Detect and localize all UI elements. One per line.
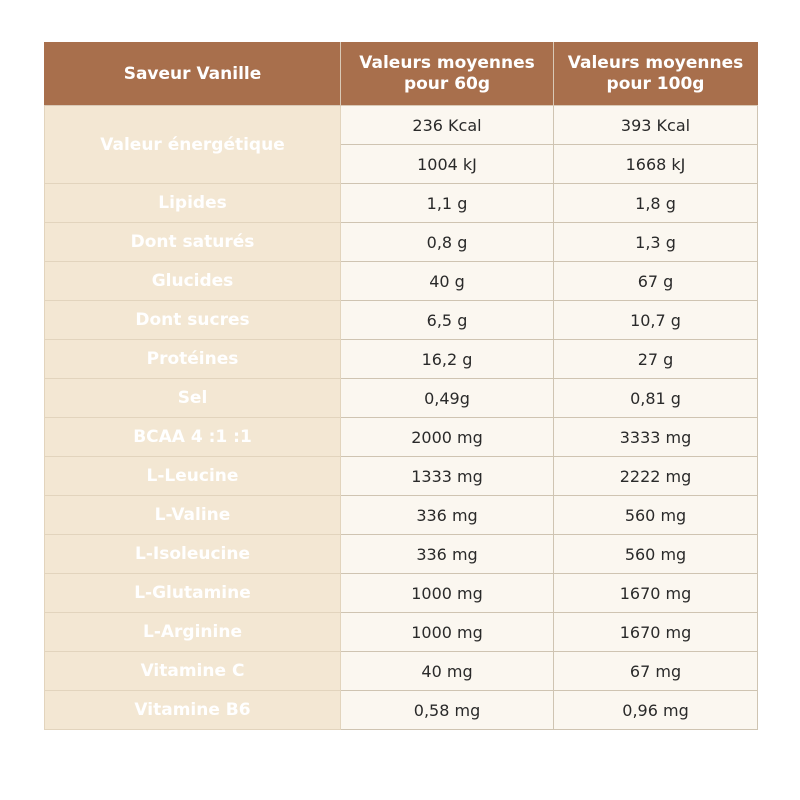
cell-value-60g: 336 mg [341,535,554,574]
table-row [45,535,758,574]
table-row [45,496,758,535]
row-label: Protéines [45,340,341,379]
cell-value-100g: 67 g [554,262,758,301]
nutrition-table [44,42,758,730]
table-row [45,184,758,223]
cell-value-100g: 1670 mg [554,613,758,652]
cell-value-60g: 0,8 g [341,223,554,262]
row-label: L-Glutamine [45,574,341,613]
row-label: Sel [45,379,341,418]
cell-value-60g: 1000 mg [341,574,554,613]
table-row [45,652,758,691]
cell-value-60g: 1000 mg [341,613,554,652]
header-per-100g: Valeurs moyennes pour 100g [554,43,758,106]
row-label: Dont sucres [45,301,341,340]
row-label: L-Valine [45,496,341,535]
row-label: Vitamine B6 [45,691,341,730]
cell-value-60g: 40 mg [341,652,554,691]
table-row-energy-kcal [45,106,758,145]
row-label: Dont saturés [45,223,341,262]
table-row [45,340,758,379]
row-label-energy: Valeur énergétique [45,106,341,184]
cell-value-100g: 1,8 g [554,184,758,223]
cell-value-100g: 1,3 g [554,223,758,262]
cell-value-60g: 336 mg [341,496,554,535]
nutrition-table-container [44,42,757,730]
header-per-60g: Valeurs moyennes pour 60g [341,43,554,106]
cell-value-100g: 560 mg [554,496,758,535]
cell-energy-kj-60g: 1004 kJ [341,145,554,184]
cell-energy-kcal-100g: 393 Kcal [554,106,758,145]
cell-value-60g: 2000 mg [341,418,554,457]
row-label: BCAA 4 :1 :1 [45,418,341,457]
row-label: L-Arginine [45,613,341,652]
table-row [45,301,758,340]
cell-value-100g: 27 g [554,340,758,379]
table-row [45,379,758,418]
cell-value-60g: 1333 mg [341,457,554,496]
cell-value-100g: 67 mg [554,652,758,691]
cell-value-60g: 1,1 g [341,184,554,223]
cell-value-100g: 0,81 g [554,379,758,418]
table-row [45,418,758,457]
table-row [45,262,758,301]
header-flavor: Saveur Vanille [45,43,341,106]
table-row [45,613,758,652]
table-row [45,223,758,262]
row-label: Lipides [45,184,341,223]
row-label: L-Leucine [45,457,341,496]
table-row [45,457,758,496]
cell-value-100g: 560 mg [554,535,758,574]
row-label: Vitamine C [45,652,341,691]
cell-value-60g: 0,58 mg [341,691,554,730]
cell-value-60g: 6,5 g [341,301,554,340]
table-row [45,691,758,730]
cell-energy-kcal-60g: 236 Kcal [341,106,554,145]
cell-energy-kj-100g: 1668 kJ [554,145,758,184]
cell-value-60g: 0,49g [341,379,554,418]
cell-value-100g: 0,96 mg [554,691,758,730]
row-label: L-Isoleucine [45,535,341,574]
cell-value-100g: 10,7 g [554,301,758,340]
header-row [45,43,758,106]
cell-value-100g: 2222 mg [554,457,758,496]
cell-value-100g: 1670 mg [554,574,758,613]
table-row [45,574,758,613]
row-label: Glucides [45,262,341,301]
cell-value-100g: 3333 mg [554,418,758,457]
cell-value-60g: 16,2 g [341,340,554,379]
cell-value-60g: 40 g [341,262,554,301]
